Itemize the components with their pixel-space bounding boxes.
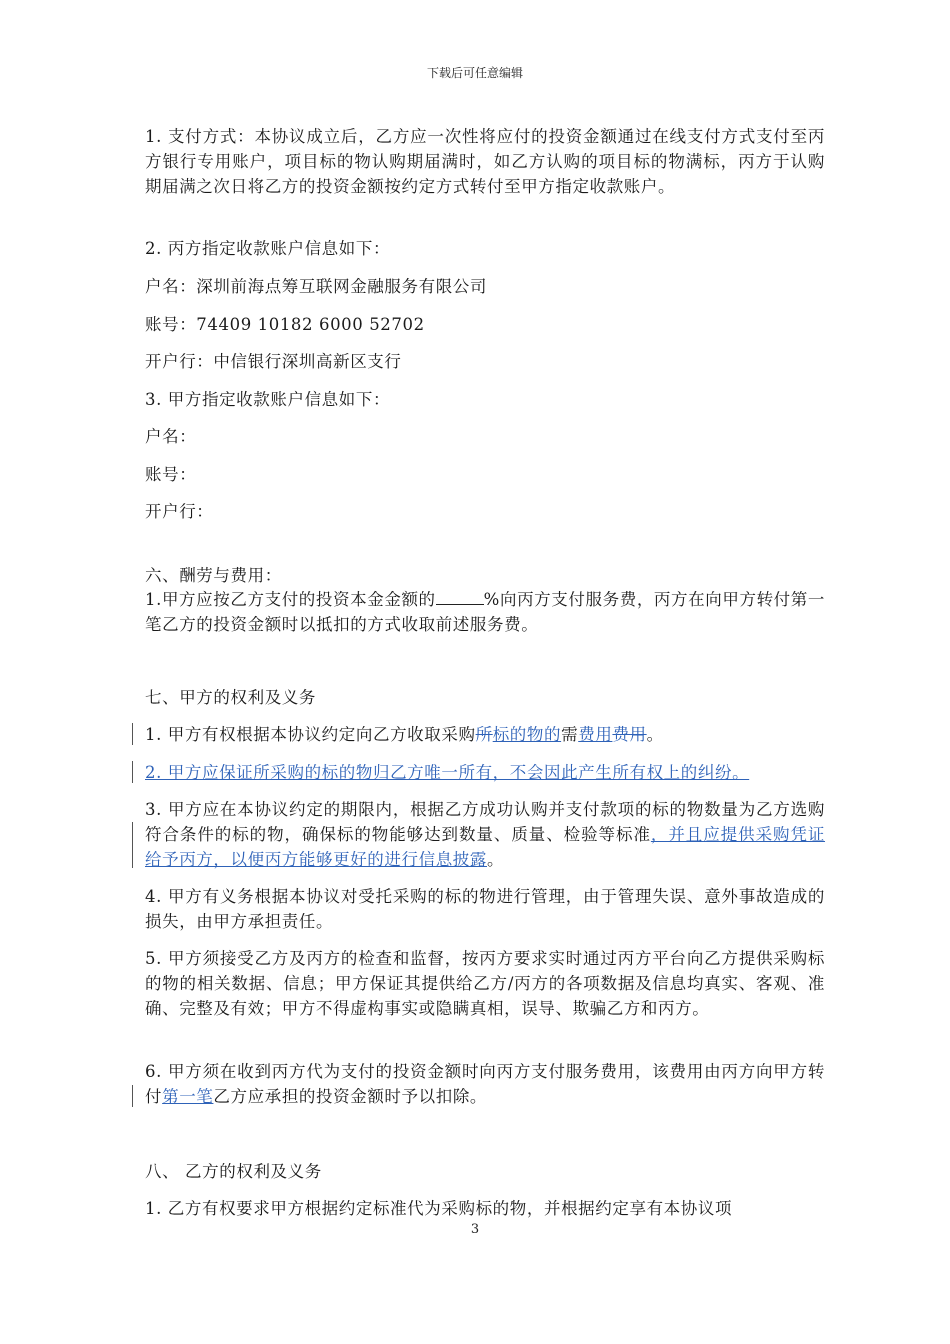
jia-account-bank: 开户行： [145,502,214,521]
paragraph-service-fee [145,587,825,637]
deleted-text: 费用 [612,725,647,744]
jia-right-1-mid: 需 [561,725,579,744]
paragraph-bing-account-title: 2. 丙方指定收款账户信息如下： [145,239,391,258]
page-number: 3 [470,1222,480,1237]
change-bar [132,761,133,783]
paragraph-jia-right-4: 4. 甲方有义务根据本协议对受托采购的标的物进行管理，由于管理失误、意外事故造成的损失，由甲方承担责任。 [145,887,825,931]
jia-right-1-end: 。 [646,725,664,744]
inserted-text: 标的物的 [492,725,562,744]
change-bar [132,1085,133,1107]
jia-right-6-text-a: 6. 甲方须在收到丙方代为支付的投资金额时向丙方支付服务费用，该费用由丙方向甲方转付 [145,1062,825,1106]
jia-right-6-text-b: 乙方应承担的投资金额时予以扣除。 [213,1087,488,1106]
paragraph-jia-account-title: 3. 甲方指定收款账户信息如下： [145,390,391,409]
jia-account-name: 户名： [145,427,197,446]
jia-right-1-text: 1. 甲方有权根据本协议约定向乙方收取采购 [145,725,476,744]
paragraph-jia-right-1 [145,722,825,747]
paragraph-jia-right-6 [145,1059,825,1109]
section-7-heading: 七、甲方的权利及义务 [145,688,316,707]
jia-right-3-text: 3. 甲方应在本协议约定的期限内，根据乙方成功认购并支付款项的标的物数量为乙方选购符合条件的标的物，确保标的物能够达到数量、质量、检验等标准 [145,800,825,844]
change-bar [132,723,133,745]
section-8-heading: 八、 乙方的权利及义务 [145,1162,322,1181]
service-fee-blank [436,588,484,605]
paragraph-payment-method: 1. 支付方式：本协议成立后，乙方应一次性将应付的投资金额通过在线支付方式支付至丙方银行专用账户，项目标的物认购期届满时，如乙方认购的项目标的物满标，丙方于认购期届满之次日将乙方的投资金额按约定方式转付至甲方指定收款账户。 [145,127,825,196]
paragraph-jia-right-5: 5. 甲方须接受乙方及丙方的检查和监督，按丙方要求实时通过丙方平台向乙方提供采购标的物的相关数据、信息；甲方保证其提供给乙方/丙方的各项数据及信息均真实、客观、准确、完整及有效；甲方不得虚构事实或隐瞒真相，误导、欺骗乙方和丙方。 [145,949,825,1018]
paragraph-yi-right-1: 1. 乙方有权要求甲方根据约定标准代为采购标的物，并根据约定享有本协议项 [145,1199,733,1218]
deleted-text: 所 [475,725,493,744]
inserted-text: ，并且应提供采购凭证给予丙方，以便丙方能够更好的进行信息披露 [145,825,826,869]
service-fee-text-b: %向丙方支付服务费，丙方在向甲方转付第一笔乙方的投资金额时以抵扣的方式收取前述服务费。 [145,590,825,634]
bing-account-bank: 开户行：中信银行深圳高新区支行 [145,352,402,371]
change-bar [132,822,133,868]
bing-account-number: 账号：74409 10182 6000 52702 [145,315,425,334]
section-6-heading: 六、酬劳与费用： [145,566,282,585]
jia-right-3-end: 。 [487,850,505,869]
page-header: 下载后可任意编辑 [426,66,523,80]
bing-account-name: 户名：深圳前海点筹互联网金融服务有限公司 [145,277,487,296]
jia-account-number: 账号： [145,465,197,484]
paragraph-jia-right-2-inserted: 2. 甲方应保证所采购的标的物归乙方唯一所有，不会因此产生所有权上的纠纷。 [145,763,750,782]
inserted-text: 费用 [578,725,613,744]
paragraph-jia-right-3 [145,797,825,872]
inserted-text: 第一笔 [162,1087,214,1106]
service-fee-text-a: 1.甲方应按乙方支付的投资本金金额的 [145,590,436,609]
